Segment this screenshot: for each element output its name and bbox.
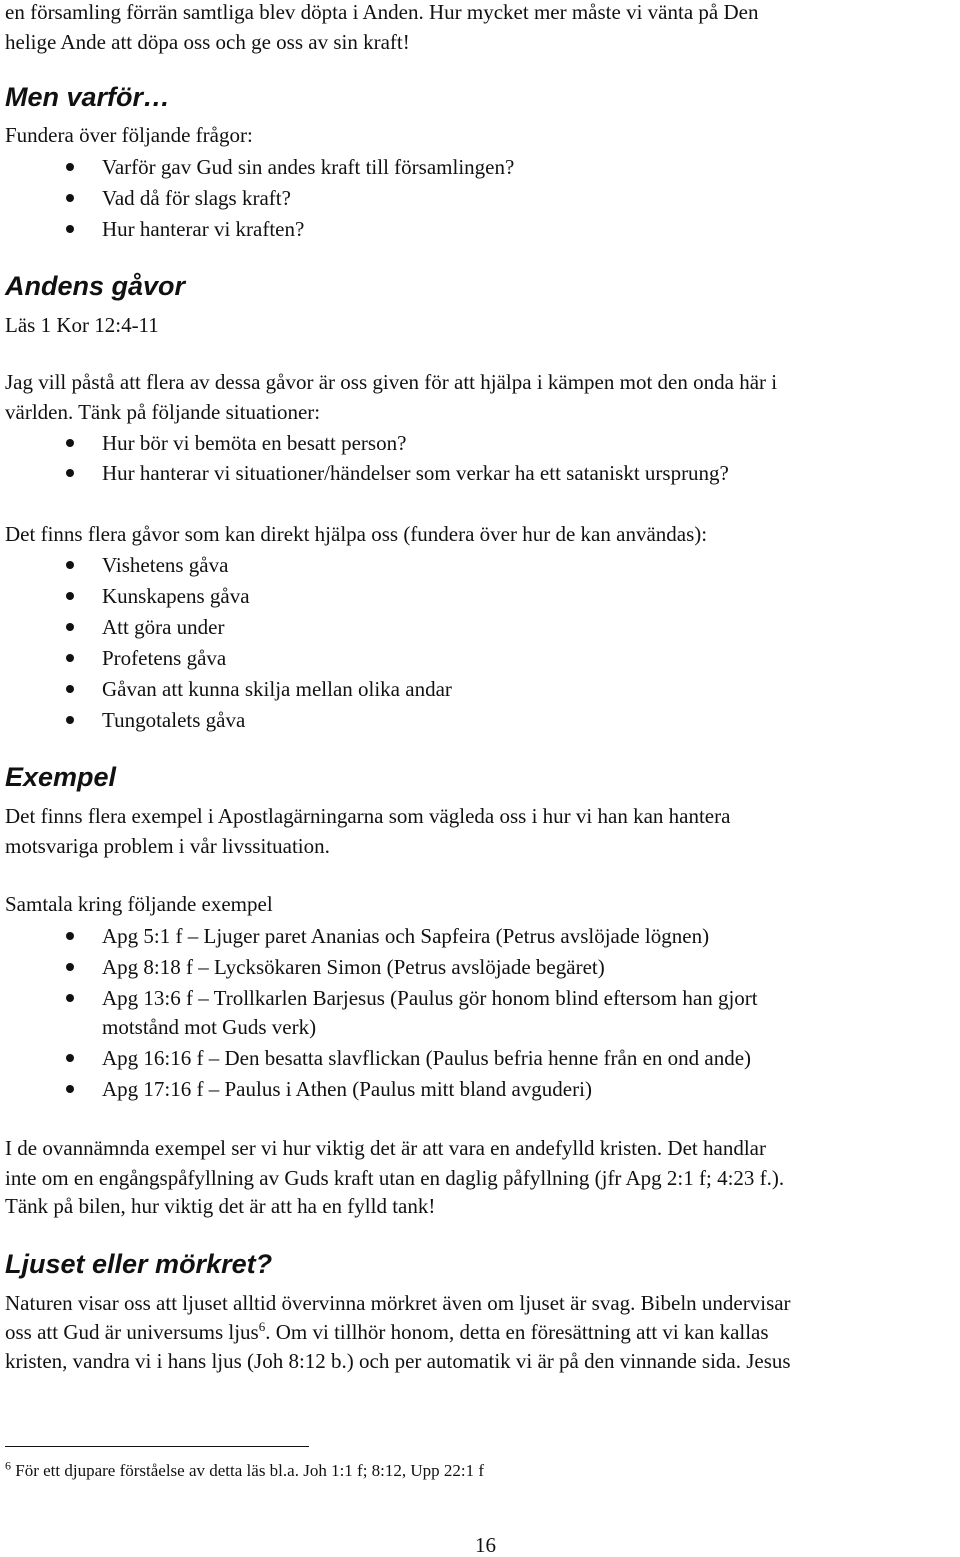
gift-item: Att göra under	[102, 615, 225, 639]
closing-line-1: I de ovannämnda exempel ser vi hur viktig det är att vara en andefylld kristen. Det handlar	[5, 1136, 766, 1160]
footnote	[5, 1460, 484, 1482]
s2-ref: Läs 1 Kor 12:4-11	[5, 313, 159, 337]
closing-line-2: inte om en engångspåfyllning av Guds kraft utan en daglig påfyllning (jfr Apg 2:1 f; 4:23 f.).	[5, 1166, 785, 1190]
gift-item: Gåvan att kunna skilja mellan olika andar	[102, 677, 452, 701]
example-item: Apg 5:1 f – Ljuger paret Ananias och Sapfeira (Petrus avslöjade lögnen)	[102, 924, 710, 948]
bullet-icon	[66, 654, 74, 662]
s1-bullet-1: Varför gav Gud sin andes kraft till församlingen?	[102, 155, 515, 179]
s2-bullet-2: Hur hanterar vi situationer/händelser som verkar ha ett sataniskt ursprung?	[102, 461, 729, 485]
bullet-icon	[66, 685, 74, 693]
s3-para-line-2: motsvariga problem i vår livssituation.	[5, 834, 330, 858]
bullet-icon	[66, 994, 74, 1002]
bullet-icon	[66, 225, 74, 233]
gifts-lead: Det finns flera gåvor som kan direkt hjälpa oss (fundera över hur de kan användas):	[5, 522, 708, 546]
s1-lead: Fundera över följande frågor:	[5, 123, 253, 147]
bullet-icon	[66, 932, 74, 940]
footnote-number: 6	[5, 1458, 11, 1473]
example-item: Apg 13:6 f – Trollkarlen Barjesus (Paulus gör honom blind eftersom han gjort	[102, 986, 758, 1010]
bullet-icon	[66, 623, 74, 631]
example-item: Apg 8:18 f – Lycksökaren Simon (Petrus avslöjade begäret)	[102, 955, 605, 979]
heading-men-varfor: Men varför…	[5, 82, 171, 112]
page-number: 16	[475, 1533, 496, 1557]
s2-para-line-1: Jag vill påstå att flera av dessa gåvor är oss given för att hjälpa i kämpen mot den onda här i	[5, 370, 778, 394]
s4-line-3: kristen, vandra vi i hans ljus (Joh 8:12 b.) och per automatik vi är på den vinnande sida. Jesus	[5, 1349, 791, 1373]
example-item: Apg 16:16 f – Den besatta slavflickan (Paulus befria henne från en ond ande)	[102, 1046, 752, 1070]
example-item: Apg 17:16 f – Paulus i Athen (Paulus mitt bland avguderi)	[102, 1077, 592, 1101]
bullet-icon	[66, 592, 74, 600]
s3-lead: Samtala kring följande exempel	[5, 892, 273, 916]
intro-line-1: en församling förrän samtliga blev döpta i Anden. Hur mycket mer måste vi vänta på Den	[5, 0, 759, 24]
bullet-icon	[66, 561, 74, 569]
s1-bullet-2: Vad då för slags kraft?	[102, 186, 291, 210]
gift-item: Profetens gåva	[102, 646, 227, 670]
footnote-divider	[5, 1446, 309, 1447]
bullet-icon	[66, 439, 74, 447]
heading-ljuset-eller-morkret: Ljuset eller mörkret?	[5, 1249, 273, 1279]
closing-line-3: Tänk på bilen, hur viktig det är att ha en fylld tank!	[5, 1194, 436, 1218]
heading-exempel: Exempel	[5, 762, 117, 792]
gift-item: Tungotalets gåva	[102, 708, 246, 732]
bullet-icon	[66, 1054, 74, 1062]
example-item-continuation: motstånd mot Guds verk)	[102, 1015, 317, 1039]
gift-item: Vishetens gåva	[102, 553, 229, 577]
bullet-icon	[66, 163, 74, 171]
s4-line-1: Naturen visar oss att ljuset alltid övervinna mörkret även om ljuset är svag. Bibeln undervisar	[5, 1291, 791, 1315]
intro-line-2: helige Ande att döpa oss och ge oss av sin kraft!	[5, 30, 410, 54]
bullet-icon	[66, 194, 74, 202]
s2-para-line-2: världen. Tänk på följande situationer:	[5, 400, 321, 424]
s2-bullet-1: Hur bör vi bemöta en besatt person?	[102, 431, 407, 455]
gift-item: Kunskapens gåva	[102, 584, 250, 608]
s4-line-2	[5, 1320, 769, 1344]
s1-bullet-3: Hur hanterar vi kraften?	[102, 217, 305, 241]
s4-line-2-text: oss att Gud är universums ljus	[5, 1320, 259, 1344]
s4-line-2-rest: . Om vi tillhör honom, detta en föresättning att vi kan kallas	[265, 1320, 769, 1344]
bullet-icon	[66, 469, 74, 477]
bullet-icon	[66, 963, 74, 971]
bullet-icon	[66, 1085, 74, 1093]
footnote-text: För ett djupare förståelse av detta läs bl.a. Joh 1:1 f; 8:12, Upp 22:1 f	[11, 1461, 485, 1480]
bullet-icon	[66, 716, 74, 724]
heading-andens-gavor: Andens gåvor	[5, 271, 186, 301]
s3-para-line-1: Det finns flera exempel i Apostlagärningarna som vägleda oss i hur vi han kan hantera	[5, 804, 731, 828]
footnote-reference[interactable]: 6	[258, 1319, 266, 1334]
